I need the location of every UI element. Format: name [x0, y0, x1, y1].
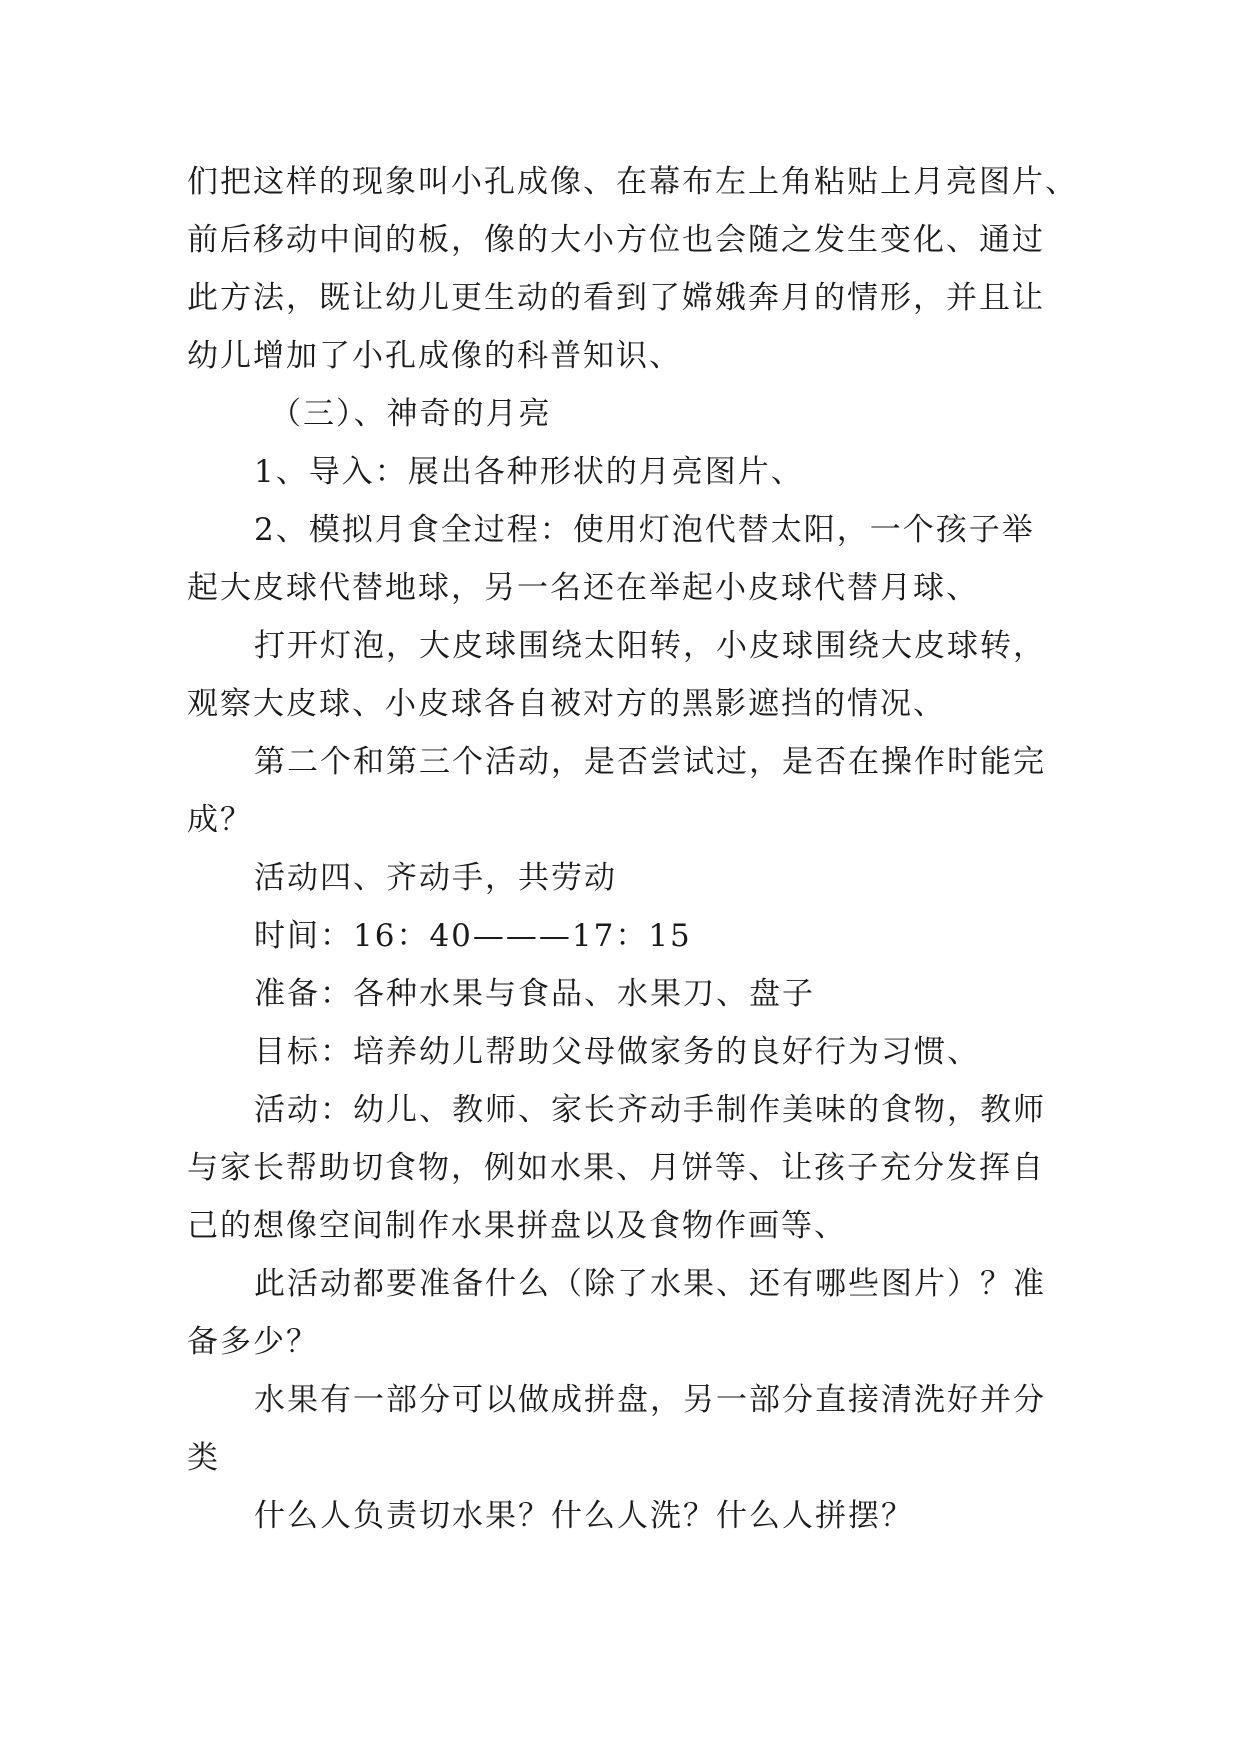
activity-heading: 活动四、齐动手，共劳动 [254, 860, 617, 896]
text-line: 己的想像空间制作水果拼盘以及食物作画等、 [187, 1208, 847, 1244]
text-line: 此活动都要准备什么（除了水果、还有哪些图片）？准 [254, 1266, 1046, 1302]
text-line: 起大皮球代替地球，另一名还在举起小皮球代替月球、 [187, 570, 979, 606]
text-line: 目标：培养幼儿帮助父母做家务的良好行为习惯、 [254, 1034, 980, 1070]
text-line: 1、导入：展出各种形状的月亮图片、 [254, 454, 804, 490]
text-line: 时间：16：40———17：15 [254, 918, 692, 954]
text-line: 活动：幼儿、教师、家长齐动手制作美味的食物，教师 [254, 1092, 1046, 1128]
text-line: 观察大皮球、小皮球各自被对方的黑影遮挡的情况、 [187, 686, 946, 722]
text-line: 成？ [187, 802, 253, 838]
text-line: 幼儿增加了小孔成像的科普知识、 [187, 338, 682, 374]
section-heading: （三）、神奇的月亮 [270, 396, 552, 432]
text-line: 类 [187, 1440, 220, 1476]
text-line: 第二个和第三个活动，是否尝试过，是否在操作时能完 [254, 744, 1046, 780]
text-line: 2、模拟月食全过程：使用灯泡代替太阳，一个孩子举 [254, 512, 1035, 548]
text-line: 水果有一部分可以做成拼盘，另一部分直接清洗好并分 [254, 1382, 1046, 1418]
text-line: 备多少？ [187, 1324, 319, 1360]
text-line: 什么人负责切水果？什么人洗？什么人拼摆？ [254, 1498, 914, 1534]
text-line: 前后移动中间的板，像的大小方位也会随之发生变化、通过 [187, 222, 1045, 258]
text-line: 打开灯泡，大皮球围绕太阳转，小皮球围绕大皮球转， [254, 628, 1046, 664]
text-line: 此方法，既让幼儿更生动的看到了嫦娥奔月的情形，并且让 [187, 280, 1045, 316]
text-line: 们把这样的现象叫小孔成像、在幕布左上角粘贴上月亮图片、 [187, 164, 1078, 200]
text-line: 与家长帮助切食物，例如水果、月饼等、让孩子充分发挥自 [187, 1150, 1045, 1186]
text-line: 准备：各种水果与食品、水果刀、盘子 [254, 976, 815, 1012]
